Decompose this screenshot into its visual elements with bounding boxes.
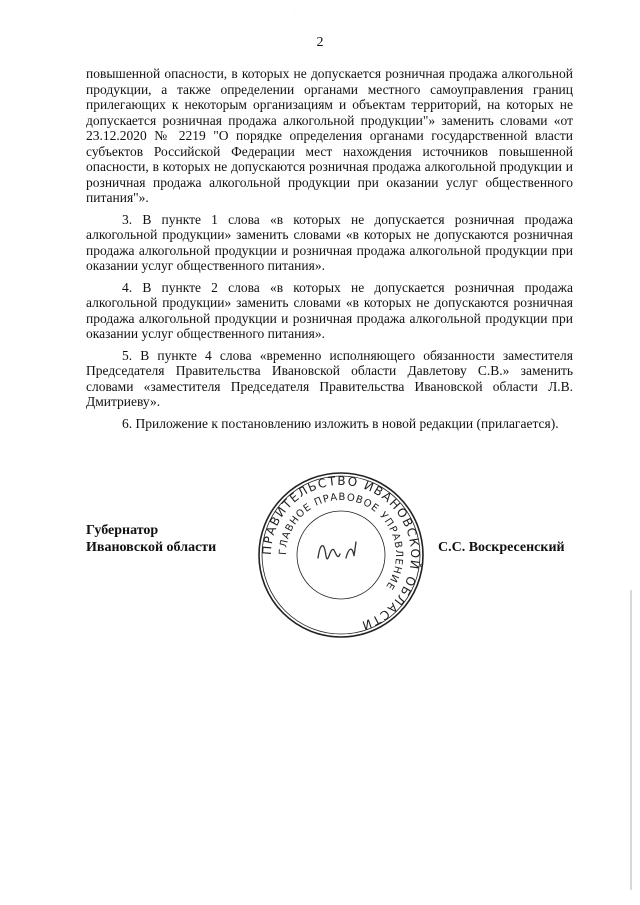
paragraph-continuation: повышенной опасности, в которых не допускается розничная продажа алкогольной продукции, а также определении органами местного самоуправления границ прилегающих к некоторым организациям и объектам территорий, на которых не допускается розничная продажа алкогольной продукции"» заменить словами «от 23.12.2020 № 2219 "О порядке определения органами государственной власти субъектов Российской Федерации мест нахождения источников повышенной опасности, в которых не допускаются розничная продажа алкогольной продукции и розничная продажа алкогольной продукции при оказании услуг общественного питания"». [86,66,573,205]
scan-artifact: · · · · [250,8,403,14]
signatory-title [86,522,216,556]
seal-center-ring [297,511,385,599]
paragraph-item-3: 3. В пункте 1 слова «в которых не допускается розничная продажа алкогольной продукции» заменить словами «в которых не допускаются розничная продажа алкогольной продукции и розничная продажа алкогольной продукции при оказании услуг общественного питания». [86,211,573,273]
official-seal [256,470,426,640]
handwritten-signature [318,542,356,559]
seal-inner-text: ГЛАВНОЕ ПРАВОВОЕ УПРАВЛЕНИЕ [277,491,405,592]
document-body [86,66,573,437]
signatory-title-line2: Ивановской области [86,540,217,555]
paragraph-item-6: 6. Приложение к постановлению изложить в новой редакции (прилагается). [122,415,559,431]
svg-text:ГЛАВНОЕ ПРАВОВОЕ УПРАВЛЕНИЕ [278,492,404,592]
page-number: 2 [316,35,324,50]
paragraph-item-4: 4. В пункте 2 слова «в которых не допускается розничная продажа алкогольной продукции» заменить словами «в которых не допускаются розничная продажа алкогольной продукции и розничная продажа алкогольной продукции при оказании услуг общественного питания». [86,279,573,341]
scan-margin-shadow [630,590,632,890]
signatory-name: С.С. Воскресенский [438,540,565,555]
paragraph-item-5: 5. В пункте 4 слова «временно исполняющего обязанности заместителя Председателя Правительства Ивановской области Давлетову С.В.» заменить словами «заместителя Председателя Правительства Ивановской области Л.В. Дмитриеву». [86,347,573,409]
seal-outer-text: ПРАВИТЕЛЬСТВО ИВАНОВСКОЙ ОБЛАСТИ [259,473,423,633]
signatory-title-line1: Губернатор [86,523,159,538]
